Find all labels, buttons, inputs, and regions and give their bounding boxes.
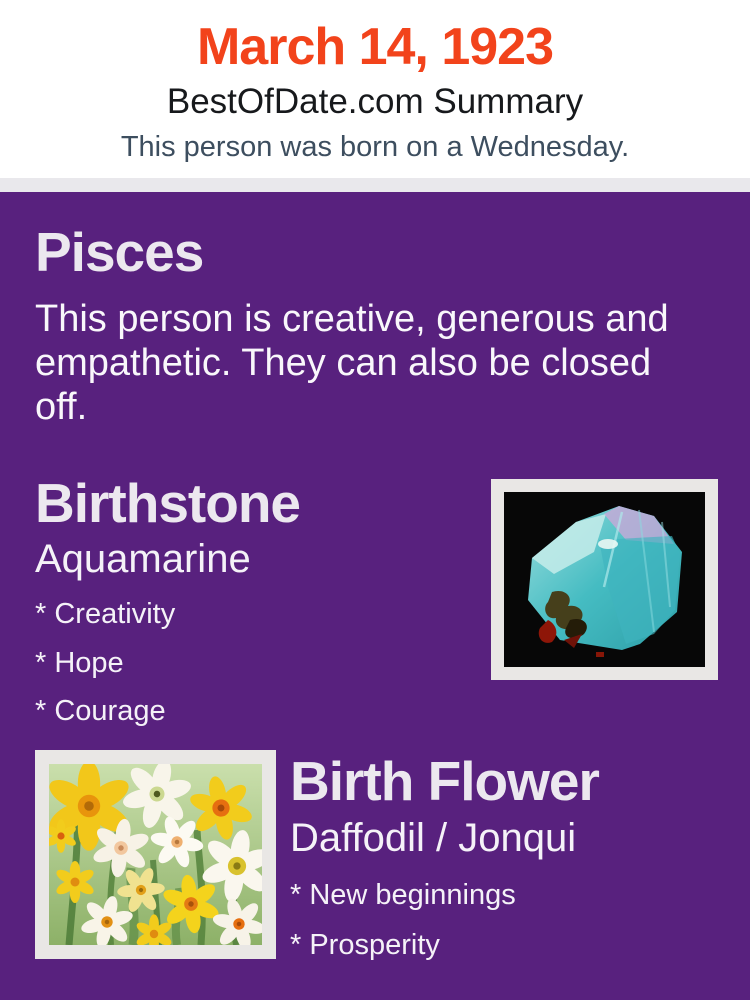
site-summary: BestOfDate.com Summary <box>166 81 584 121</box>
birth-flower-heading: Birth Flower <box>290 750 599 813</box>
aquamarine-image <box>491 479 718 680</box>
birth-flower-text <box>290 750 599 962</box>
birth-flower-trait: * New beginnings <box>290 878 516 911</box>
birthstone-trait: * Creativity <box>35 598 176 631</box>
header <box>0 0 750 178</box>
zodiac-sign-heading: Pisces <box>35 221 204 283</box>
aquamarine-stone-illustration <box>504 492 705 667</box>
daffodil-image <box>35 750 276 959</box>
weekday-note: This person was born on a Wednesday. <box>120 130 630 163</box>
birth-flower-trait: * Prosperity <box>290 929 440 962</box>
header-divider <box>0 178 750 192</box>
birth-flower-name: Daffodil / Jonqui <box>290 815 577 860</box>
birthstone-trait: * Courage <box>35 694 166 727</box>
birthstone-name: Aquamarine <box>35 537 251 582</box>
birthstone-trait: * Hope <box>35 646 124 679</box>
daffodil-flowers-illustration <box>49 764 262 945</box>
birthstone-heading: Birthstone <box>35 471 300 534</box>
zodiac-section <box>35 222 720 429</box>
birthstone-section <box>35 473 720 729</box>
summary-body <box>0 192 750 1000</box>
birth-flower-section <box>35 750 720 962</box>
zodiac-description: This person is creative, generous and empathetic. They can also be closed off. <box>35 297 669 428</box>
date-title: March 14, 1923 <box>196 18 554 76</box>
